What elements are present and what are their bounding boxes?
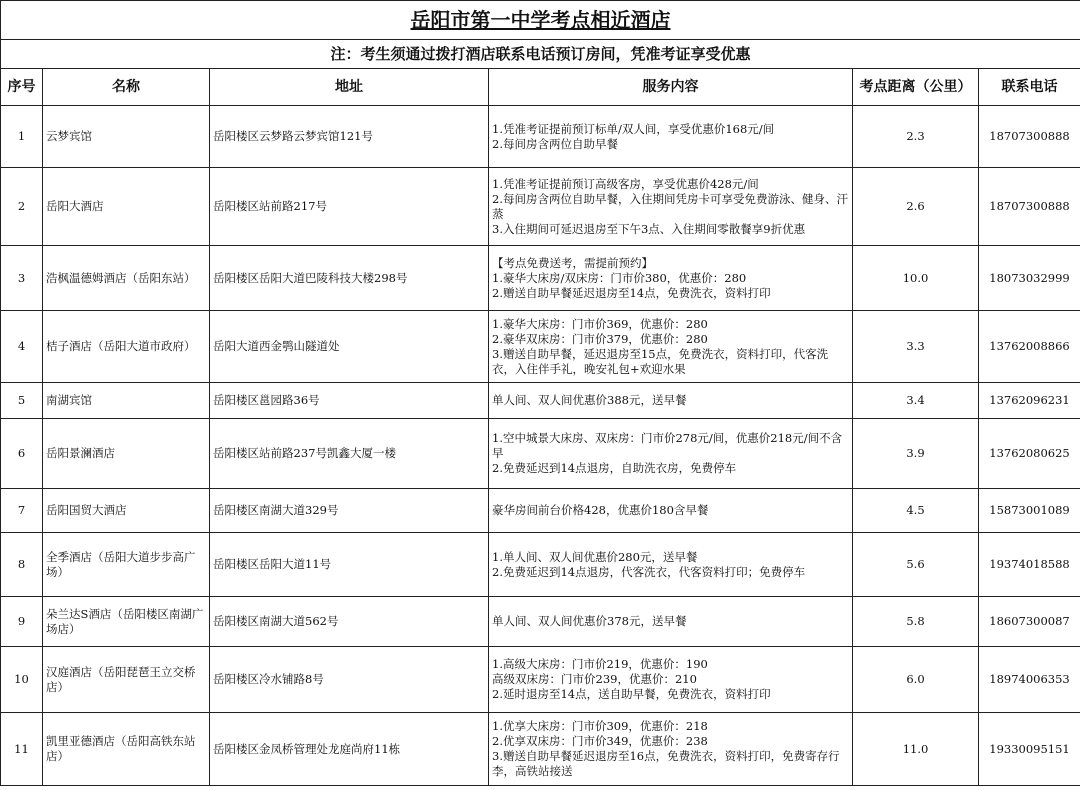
hotel-name: 岳阳大酒店: [43, 168, 210, 246]
hotel-address: 岳阳楼区岳阳大道11号: [210, 533, 489, 597]
service-line: 单人间、双人间优惠价388元，送早餐: [492, 393, 687, 407]
hotel-name: 岳阳国贸大酒店: [43, 489, 210, 533]
contact-phone: 19330095151: [979, 713, 1080, 786]
table-row: [1, 383, 1080, 419]
service-line: 1.高级大床房：门市价219，优惠价：190: [492, 657, 708, 671]
contact-phone: 18073032999: [979, 246, 1080, 311]
hotel-name: 南湖宾馆: [43, 383, 210, 419]
table-row: [1, 533, 1080, 597]
service-line: 1.优享大床房：门市价309，优惠价：218: [492, 719, 708, 733]
service-line: 【考点免费送考，需提前预约】: [492, 255, 653, 270]
service-content: [489, 713, 853, 786]
distance-km: 3.3: [853, 311, 979, 383]
service-line: 豪华房间前台价格428，优惠价180含早餐: [492, 503, 709, 517]
service-line: 2.优享双床房：门市价349，优惠价：238: [492, 734, 708, 748]
hotel-name: 全季酒店（岳阳大道步步高广场）: [43, 533, 210, 597]
service-line: 1.豪华大床房：门市价369，优惠价：280: [492, 316, 708, 331]
contact-phone: 13762080625: [979, 419, 1080, 489]
service-line: 单人间、双人间优惠价378元，送早餐: [492, 614, 687, 628]
row-no: 10: [1, 647, 43, 713]
row-no: 11: [1, 713, 43, 786]
hotel-address: 岳阳楼区南湖大道329号: [210, 489, 489, 533]
hotel-name: 朵兰达S酒店（岳阳楼区南湖广场店）: [43, 597, 210, 647]
row-no: 4: [1, 311, 43, 383]
contact-phone: 18707300888: [979, 168, 1080, 246]
service-line: 2.延时退房至14点，送自助早餐，免费洗衣，资料打印: [492, 687, 771, 701]
contact-phone: 13762096231: [979, 383, 1080, 419]
distance-km: 2.6: [853, 168, 979, 246]
hotel-address: 岳阳楼区金凤桥管理处龙庭尚府11栋: [210, 713, 489, 786]
hotel-name: 岳阳景澜酒店: [43, 419, 210, 489]
table-row: [1, 597, 1080, 647]
service-content: [489, 311, 853, 383]
header-no: 序号: [1, 69, 43, 106]
service-line: 2.赠送自助早餐延迟退房至14点，免费洗衣，资料打印: [492, 285, 771, 300]
service-content: [489, 383, 853, 419]
distance-km: 10.0: [853, 246, 979, 311]
contact-phone: 18607300087: [979, 597, 1080, 647]
service-content: [489, 106, 853, 168]
service-line: 1.凭准考证提前预订高级客房，享受优惠价428元/间: [492, 176, 759, 191]
table-row: [1, 246, 1080, 311]
service-content: [489, 597, 853, 647]
hotel-address: 岳阳楼区站前路237号凯鑫大厦一楼: [210, 419, 489, 489]
table-row: [1, 713, 1080, 786]
service-line: 高级双床房：门市价239，优惠价：210: [492, 672, 697, 686]
hotel-name: 汉庭酒店（岳阳琵琶王立交桥店）: [43, 647, 210, 713]
hotel-address: 岳阳大道西金鹗山隧道处: [210, 311, 489, 383]
hotel-address: 岳阳楼区云梦路云梦宾馆121号: [210, 106, 489, 168]
distance-km: 5.6: [853, 533, 979, 597]
table-row: [1, 419, 1080, 489]
header-service: 服务内容: [489, 69, 853, 106]
table-header-row: [1, 69, 1080, 106]
hotel-name: 浩枫温德姆酒店（岳阳东站）: [43, 246, 210, 311]
row-no: 3: [1, 246, 43, 311]
service-content: [489, 647, 853, 713]
service-content: [489, 489, 853, 533]
contact-phone: 19374018588: [979, 533, 1080, 597]
header-name: 名称: [43, 69, 210, 106]
distance-km: 3.4: [853, 383, 979, 419]
contact-phone: 18974006353: [979, 647, 1080, 713]
service-line: 1.空中城景大床房、双床房：门市价278元/间，优惠价218元/间不含早: [492, 431, 843, 460]
table-row: [1, 168, 1080, 246]
header-address: 地址: [210, 69, 489, 106]
distance-km: 6.0: [853, 647, 979, 713]
row-no: 7: [1, 489, 43, 533]
service-line: 1.单人间、双人间优惠价280元，送早餐: [492, 549, 698, 564]
service-line: 3.赠送自助早餐，延迟退房至15点，免费洗衣，资料打印，代客洗衣，入住伴手礼，晚安礼包+欢迎水果: [492, 346, 829, 376]
contact-phone: 13762008866: [979, 311, 1080, 383]
hotel-address: 岳阳楼区南湖大道562号: [210, 597, 489, 647]
distance-km: 4.5: [853, 489, 979, 533]
header-phone: 联系电话: [979, 69, 1080, 106]
hotel-address: 岳阳楼区岳阳大道巴陵科技大楼298号: [210, 246, 489, 311]
service-line: 2.免费延迟到14点退房，自助洗衣房，免费停车: [492, 461, 737, 475]
row-no: 1: [1, 106, 43, 168]
table-row: [1, 106, 1080, 168]
row-no: 6: [1, 419, 43, 489]
table-row: [1, 647, 1080, 713]
contact-phone: 15873001089: [979, 489, 1080, 533]
row-no: 5: [1, 383, 43, 419]
service-line: 3.赠送自助早餐延迟退房至16点，免费洗衣，资料打印，免费寄存行李，高铁站接送: [492, 749, 840, 778]
service-line: 2.免费延迟到14点退房，代客洗衣，代客资料打印；免费停车: [492, 564, 806, 579]
hotel-address: 岳阳楼区冷水铺路8号: [210, 647, 489, 713]
service-line: 1.豪华大床房/双床房：门市价380，优惠价：280: [492, 270, 747, 285]
service-content: [489, 246, 853, 311]
header-distance: 考点距离（公里）: [853, 69, 979, 106]
row-no: 9: [1, 597, 43, 647]
contact-phone: 18707300888: [979, 106, 1080, 168]
service-content: [489, 533, 853, 597]
hotel-name: 桔子酒店（岳阳大道市政府）: [43, 311, 210, 383]
table-row: [1, 489, 1080, 533]
service-line: 2.豪华双床房：门市价379，优惠价：280: [492, 331, 708, 346]
distance-km: 2.3: [853, 106, 979, 168]
distance-km: 3.9: [853, 419, 979, 489]
service-content: [489, 419, 853, 489]
hotel-address: 岳阳楼区站前路217号: [210, 168, 489, 246]
row-no: 8: [1, 533, 43, 597]
distance-km: 11.0: [853, 713, 979, 786]
page-title: 岳阳市第一中学考点相近酒店: [1, 1, 1080, 40]
hotel-name: 凯里亚德酒店（岳阳高铁东站店）: [43, 713, 210, 786]
service-content: [489, 168, 853, 246]
service-line: 2.每间房含两位自助早餐: [492, 136, 618, 151]
hotel-name: 云梦宾馆: [43, 106, 210, 168]
hotel-address: 岳阳楼区邕园路36号: [210, 383, 489, 419]
booking-note: 注：考生须通过拨打酒店联系电话预订房间，凭准考证享受优惠: [1, 40, 1080, 69]
service-line: 3.入住期间可延迟退房至下午3点、入住期间零散餐享9折优惠: [492, 221, 806, 236]
service-line: 1.凭准考证提前预订标单/双人间，享受优惠价168元/间: [492, 121, 775, 136]
service-line: 2.每间房含两位自助早餐，入住期间凭房卡可享受免费游泳、健身、汗蒸: [492, 191, 848, 221]
table-row: [1, 311, 1080, 383]
distance-km: 5.8: [853, 597, 979, 647]
row-no: 2: [1, 168, 43, 246]
